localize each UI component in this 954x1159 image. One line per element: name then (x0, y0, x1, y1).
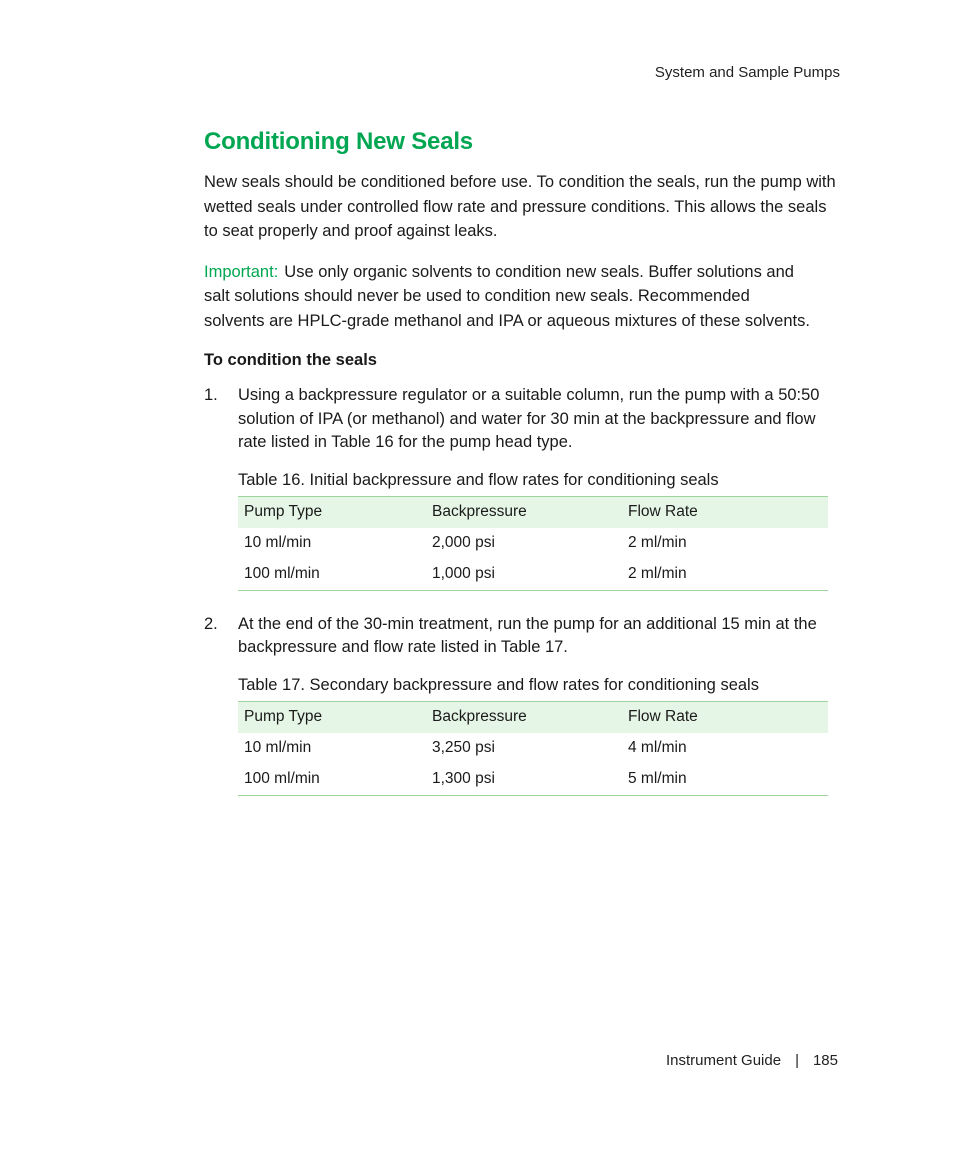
column-header: Backpressure (432, 708, 527, 725)
column-header: Pump Type (244, 708, 323, 725)
step-2 (204, 613, 844, 660)
page-content (204, 128, 844, 796)
table-cell: 2,000 psi (432, 534, 495, 551)
column-header: Flow Rate (628, 503, 698, 520)
table-row (238, 528, 828, 559)
step-number: 2. (204, 614, 218, 633)
intro-paragraph: New seals should be conditioned before use. To condition the seals, run the pump with wetted seals under controlled flow rate and pressure conditions. This allows the seals to seat properly and proof against leaks. (204, 173, 836, 240)
table-header-row (238, 496, 828, 528)
table-caption: Table 16. Initial backpressure and flow rates for conditioning seals (238, 470, 719, 489)
step-1 (204, 384, 844, 455)
column-header: Flow Rate (628, 708, 698, 725)
table-cell: 1,300 psi (432, 770, 495, 787)
step-text: At the end of the 30-min treatment, run the pump for an additional 15 min at the backpressure and flow rate listed in Table 17. (238, 614, 817, 656)
table-row (238, 733, 828, 764)
data-table (238, 496, 828, 591)
data-table (238, 701, 828, 796)
important-label: Important: (204, 262, 279, 281)
table-cell: 5 ml/min (628, 770, 687, 787)
table-cell: 100 ml/min (244, 770, 320, 787)
table-header-row (238, 701, 828, 733)
table-16 (238, 471, 828, 591)
footer-doc-name: Instrument Guide (666, 1052, 782, 1069)
table-cell: 10 ml/min (244, 534, 312, 551)
table-cell: 1,000 psi (432, 565, 495, 582)
table-cell: 10 ml/min (244, 739, 312, 756)
procedure-heading: To condition the seals (204, 351, 377, 369)
table-row (238, 764, 828, 796)
table-17 (238, 676, 828, 796)
section-title: Conditioning New Seals (204, 128, 473, 155)
important-text: Use only organic solvents to condition new seals. Buffer solutions and salt solutions should never be used to condition new seals. Recommended solvents are HPLC-grade methanol and IPA or aqueous mixtures of these solvents. (204, 262, 810, 330)
table-caption: Table 17. Secondary backpressure and flow rates for conditioning seals (238, 675, 759, 694)
table-cell: 2 ml/min (628, 565, 687, 582)
column-header: Backpressure (432, 503, 527, 520)
step-number: 1. (204, 386, 218, 404)
table-cell: 2 ml/min (628, 534, 687, 551)
page-number: 185 (812, 1052, 838, 1069)
table-cell: 4 ml/min (628, 739, 687, 756)
important-note (204, 260, 814, 334)
table-row (238, 559, 828, 591)
table-cell: 3,250 psi (432, 739, 495, 756)
running-head: System and Sample Pumps (654, 64, 840, 81)
page-footer (666, 1052, 838, 1069)
footer-separator: | (795, 1052, 799, 1069)
column-header: Pump Type (244, 503, 323, 520)
table-cell: 100 ml/min (244, 565, 320, 582)
step-text: Using a backpressure regulator or a suitable column, run the pump with a 50:50 solution of IPA (or methanol) and water for 30 min at the backpressure and flow rate listed in Table 16 for the pump head type. (238, 386, 820, 451)
